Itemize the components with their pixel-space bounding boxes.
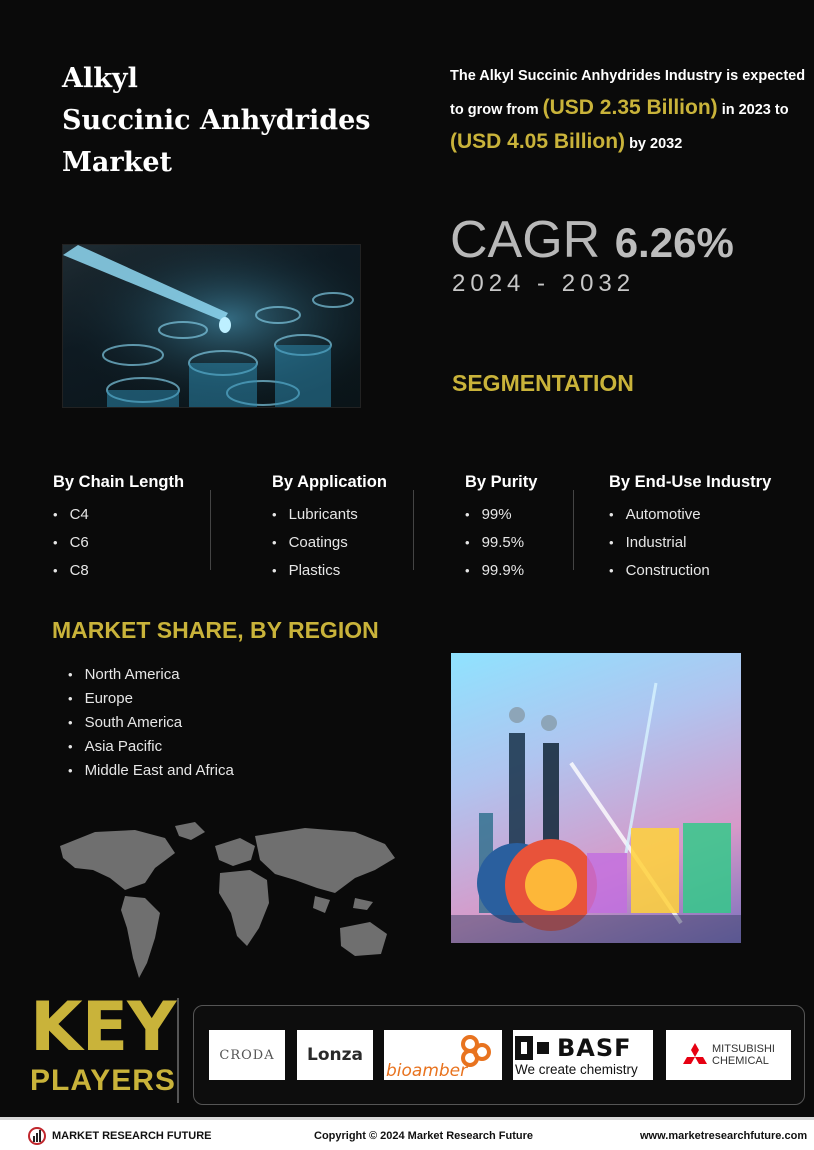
segment-purity — [465, 473, 537, 585]
segment-item: • C8 — [53, 557, 184, 585]
key-players-divider — [177, 998, 179, 1103]
footer-brand — [28, 1127, 212, 1145]
page-title — [62, 58, 392, 184]
market-share-title: MARKET SHARE, BY REGION — [52, 617, 379, 643]
segment-application — [272, 473, 387, 585]
forecast-part-1: The Alkyl Succinic Anhydrides Industry is expected to grow from — [450, 68, 806, 118]
region-item: • Europe — [68, 687, 234, 711]
lab-glassware-image — [451, 653, 741, 943]
lab-pipette-image — [62, 244, 361, 408]
segment-item: • 99.9% — [465, 557, 537, 585]
cagr-label: CAGR — [450, 211, 601, 269]
mitsubishi-chemical-logo — [666, 1030, 791, 1080]
segment-item: • Industrial — [609, 529, 771, 557]
mitsubishi-line-1: MITSUBISHI — [712, 1043, 775, 1055]
footer — [0, 1117, 814, 1150]
segment-heading: By Application — [272, 473, 387, 491]
forecast-part-3: by 2032 — [629, 136, 683, 152]
segment-item: • Automotive — [609, 501, 771, 529]
key-players-title-line-2: PLAYERS — [30, 1064, 176, 1097]
region-item: • North America — [68, 663, 234, 687]
region-item: • South America — [68, 711, 234, 735]
cagr-figure — [450, 210, 734, 270]
basf-logo — [513, 1030, 653, 1080]
mrf-logo-icon — [28, 1127, 48, 1145]
forecast-value-2032: (USD 4.05 Billion) — [450, 130, 626, 153]
title-line-1: Alkyl — [62, 63, 138, 94]
lonza-logo — [297, 1030, 373, 1080]
bioamber-logo-text: bioamber — [386, 1061, 468, 1080]
forecast-value-2023: (USD 2.35 Billion) — [542, 96, 718, 119]
croda-logo-text: CRODA — [219, 1047, 275, 1063]
segment-item: • C4 — [53, 501, 184, 529]
title-line-2: Succinic Anhydrides — [62, 105, 371, 136]
mitsubishi-line-2: CHEMICAL — [712, 1055, 769, 1067]
segment-divider — [210, 490, 211, 570]
segment-end-use — [609, 473, 771, 585]
segment-heading: By Purity — [465, 473, 538, 491]
basf-tagline: We create chemistry — [515, 1061, 638, 1077]
region-list — [68, 663, 234, 783]
segment-item: • 99% — [465, 501, 537, 529]
footer-website-link[interactable]: www.marketresearchfuture.com — [640, 1130, 808, 1142]
segment-heading: By End-Use Industry — [609, 473, 772, 491]
key-players-title-line-1: KEY — [30, 988, 176, 1067]
segment-divider — [573, 490, 574, 570]
segment-item: • Coatings — [272, 529, 387, 557]
segment-item: • C6 — [53, 529, 184, 557]
footer-copyright: Copyright © 2024 Market Research Future — [314, 1130, 534, 1142]
basf-logo-text: BASF — [557, 1033, 632, 1062]
bioamber-logo — [384, 1030, 502, 1080]
segment-chain-length — [53, 473, 184, 585]
segment-divider — [413, 490, 414, 570]
segment-item: • 99.5% — [465, 529, 537, 557]
cagr-years: 2024 - 2032 — [452, 270, 636, 297]
lonza-logo-text: Lonza — [307, 1045, 363, 1065]
segment-item: • Construction — [609, 557, 771, 585]
segment-heading: By Chain Length — [53, 473, 185, 491]
title-line-3: Market — [62, 147, 172, 178]
footer-brand-text: MARKET RESEARCH FUTURE — [52, 1130, 212, 1142]
region-item: • Middle East and Africa — [68, 759, 234, 783]
world-map-icon — [55, 818, 405, 988]
region-item: • Asia Pacific — [68, 735, 234, 759]
croda-logo — [209, 1030, 285, 1080]
segment-item: • Lubricants — [272, 501, 387, 529]
segmentation-title: SEGMENTATION — [452, 370, 634, 396]
forecast-part-2: in 2023 to — [721, 102, 789, 118]
cagr-value: 6.26% — [614, 219, 734, 266]
market-forecast-text — [450, 60, 810, 160]
segment-item: • Plastics — [272, 557, 387, 585]
